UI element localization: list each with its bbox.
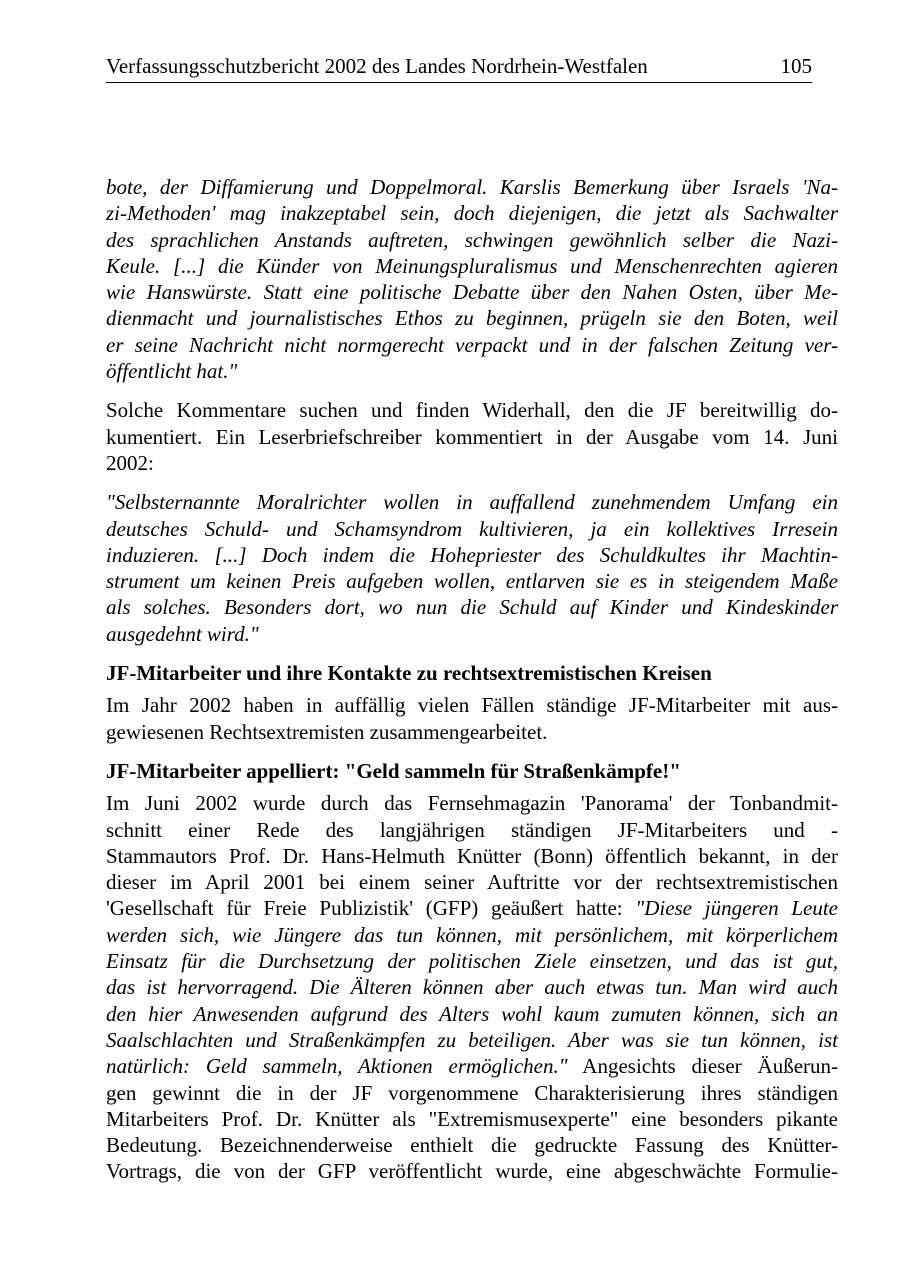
quote-line: zi-Methoden' mag inakzeptabel sein, doch diejenigen, die jetzt als Sachwalter [106, 201, 838, 226]
paragraph-line [106, 895, 838, 921]
paragraph-line: Einsatz für die Durchsetzung der politischen Ziele einsetzen, und das ist gut, [106, 949, 838, 974]
paragraph-line: Saalschlachten und Straßenkämpfen zu beteiligen. Aber was sie tun können, ist [106, 1027, 838, 1052]
paragraph-line: Vortrags, die von der GFP veröffentlicht wurde, eine abgeschwächte Formulie- [106, 1159, 838, 1184]
quote-start: "Diese jüngeren Leute [635, 896, 838, 921]
page-body [106, 174, 838, 1185]
paragraph-2 [106, 692, 838, 745]
paragraph-line: werden sich, wie Jüngere das tun können, mit persönlichem, mit körperlichem [106, 922, 838, 947]
paragraph-line [106, 1053, 838, 1079]
quote-end: natürlich: Geld sammeln, Aktionen ermöglichen." [106, 1054, 568, 1079]
paragraph-line: Solche Kommentare suchen und finden Widerhall, den die JF bereitwillig do- [106, 398, 838, 423]
paragraph-line: Bedeutung. Bezeichnenderweise enthielt die gedruckte Fassung des Knütter- [106, 1133, 838, 1158]
paragraph-line: Im Jahr 2002 haben in auffällig vielen Fällen ständige JF-Mitarbeiter mit aus- [106, 693, 838, 718]
paragraph-line: gewiesenen Rechtsextremisten zusammengearbeitet. [106, 719, 548, 744]
quote-line: Keule. [...] die Künder von Meinungspluralismus und Menschenrechten agieren [106, 253, 838, 278]
quote-line: "Selbsternannte Moralrichter wollen in auffallend zunehmendem Umfang ein [106, 490, 838, 515]
paragraph-line: 2002: [106, 450, 154, 475]
quote-line: er seine Nachricht nicht normgerecht verpackt und in der falschen Zeitung ver- [106, 332, 838, 357]
quote-line: dienmacht und journalistisches Ethos zu beginnen, prügeln sie den Boten, weil [106, 306, 838, 331]
paragraph-3 [106, 790, 838, 1184]
paragraph-1 [106, 397, 838, 476]
header-title: Verfassungsschutzbericht 2002 des Landes Nordrhein-Westfalen [106, 54, 648, 78]
paragraph-line: schnitt einer Rede des langjährigen ständigen JF-Mitarbeiters und - [106, 817, 838, 842]
paragraph-line: kumentiert. Ein Leserbriefschreiber kommentiert in der Ausgabe vom 14. Juni [106, 424, 838, 449]
page-number: 105 [780, 54, 812, 78]
quote-line: deutsches Schuld- und Schamsyndrom kultivieren, ja ein kollektives Irresein [106, 516, 838, 541]
paragraph-line: das ist hervorragend. Die Älteren können aber auch etwas tun. Man wird auch [106, 975, 838, 1000]
quote-line: induzieren. [...] Doch indem die Hohepriester des Schuldkultes ihr Machtin- [106, 542, 838, 567]
quote-line: strument um keinen Preis aufgeben wollen, entlarven sie es in steigendem Maße [106, 569, 838, 594]
section-heading-1: JF-Mitarbeiter und ihre Kontakte zu rechtsextremistischen Kreisen [106, 661, 712, 686]
paragraph-line: Stammautors Prof. Dr. Hans-Helmuth Knütter (Bonn) öffentlich bekannt, in der [106, 843, 838, 868]
paragraph-line: dieser im April 2001 bei einem seiner Auftritte vor der rechtsextremistischen [106, 870, 838, 895]
regular-text: 'Gesellschaft für Freie Publizistik' (GFP) geäußert hatte: [106, 896, 636, 921]
quote-line: des sprachlichen Anstands auftreten, schwingen gewöhnlich selber die Nazi- [106, 227, 838, 252]
quote-line: wie Hanswürste. Statt eine politische Debatte über den Nahen Osten, über Me- [106, 280, 838, 305]
paragraph-line: den hier Anwesenden aufgrund des Alters wohl kaum zumuten können, sich an [106, 1001, 838, 1026]
quote-block-2 [106, 489, 838, 647]
section-heading-2: JF-Mitarbeiter appelliert: "Geld sammeln für Straßenkämpfe!" [106, 758, 681, 783]
quote-line: ausgedehnt wird." [106, 621, 259, 646]
paragraph-line: Mitarbeiters Prof. Dr. Knütter als "Extremismusexperte" eine besonders pikante [106, 1106, 838, 1131]
quote-line: als solches. Besonders dort, wo nun die Schuld auf Kinder und Kindeskinder [106, 595, 838, 620]
page-header [106, 52, 812, 83]
paragraph-line: Im Juni 2002 wurde durch das Fernsehmagazin 'Panorama' der Tonbandmit- [106, 791, 838, 816]
paragraph-line: gen gewinnt die in der JF vorgenommene Charakterisierung ihres ständigen [106, 1080, 838, 1105]
quote-line: öffentlicht hat." [106, 359, 238, 384]
quote-block-1 [106, 174, 838, 384]
regular-text: Angesichts dieser Äußerun- [567, 1054, 838, 1079]
quote-line: bote, der Diffamierung und Doppelmoral. Karslis Bemerkung über Israels 'Na- [106, 175, 838, 199]
